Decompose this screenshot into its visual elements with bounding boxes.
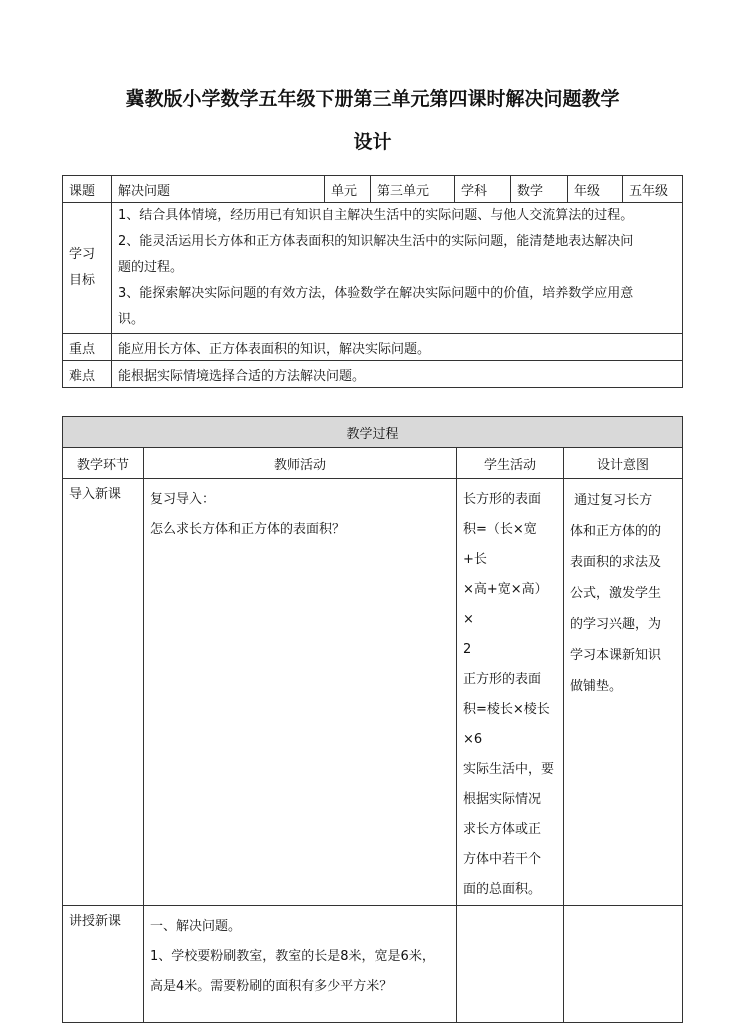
key-point-value: 能应用长方体、正方体表面积的知识，解决实际问题。 bbox=[112, 334, 683, 361]
student-line: ×高+宽×高）× bbox=[463, 582, 548, 627]
teacher-line: 怎么求长方体和正方体的表面积？ bbox=[150, 522, 346, 537]
grade-label: 年级 bbox=[568, 176, 623, 203]
intent-line: 表面积的求法及 bbox=[570, 555, 662, 570]
student-line: 积=（长×宽+长 bbox=[463, 522, 537, 567]
objective-line: 1、结合具体情境，经历用已有知识自主解决生活中的实际问题、与他人交流算法的过程。 bbox=[118, 208, 634, 223]
teach-stage: 讲授新课 bbox=[63, 906, 144, 1023]
intent-line: 体和正方体的的 bbox=[570, 524, 662, 539]
teach-teacher-activity bbox=[144, 906, 457, 1023]
header-design-intent: 设计意图 bbox=[564, 448, 683, 479]
subject-label: 学科 bbox=[455, 176, 511, 203]
lesson-info-table bbox=[62, 175, 683, 388]
intro-design-intent bbox=[564, 479, 683, 906]
intent-line: 做铺垫。 bbox=[570, 679, 623, 694]
teach-design-intent bbox=[564, 906, 683, 1023]
header-teacher-activity: 教师活动 bbox=[144, 448, 457, 479]
subject-value: 数学 bbox=[511, 176, 568, 203]
intent-line: 学习本课新知识 bbox=[570, 648, 662, 663]
intro-stage: 导入新课 bbox=[63, 479, 144, 906]
teaching-process-table bbox=[62, 416, 683, 1023]
objective-line: 2、能灵活运用长方体和正方体表面积的知识解决生活中的实际问题，能清楚地表达解决问 bbox=[118, 234, 634, 249]
teacher-line: 高是4米。需要粉刷的面积有多少平方米？ bbox=[150, 979, 393, 994]
intro-student-activity bbox=[457, 479, 564, 906]
student-line: 根据实际情况 bbox=[463, 792, 542, 807]
process-banner: 教学过程 bbox=[63, 417, 683, 448]
intent-line: 公式，激发学生 bbox=[570, 586, 662, 601]
topic-value: 解决问题 bbox=[112, 176, 325, 203]
teacher-line: 一、解决问题。 bbox=[150, 919, 242, 934]
grade-value: 五年级 bbox=[623, 176, 683, 203]
student-line: 方体中若干个 bbox=[463, 852, 542, 867]
student-line: 求长方体或正 bbox=[463, 822, 542, 837]
student-line: ×6 bbox=[463, 732, 483, 747]
student-line: 积=棱长×棱长 bbox=[463, 702, 550, 717]
intro-teacher-activity bbox=[144, 479, 457, 906]
unit-value: 第三单元 bbox=[371, 176, 455, 203]
intent-line: 通过复习长方 bbox=[570, 493, 653, 508]
objectives-label bbox=[63, 203, 112, 334]
topic-label: 课题 bbox=[63, 176, 112, 203]
student-line: 面的总面积。 bbox=[463, 882, 542, 897]
header-stage: 教学环节 bbox=[63, 448, 144, 479]
unit-label: 单元 bbox=[325, 176, 371, 203]
objectives-label-line2: 目标 bbox=[69, 273, 96, 288]
objectives-label-line1: 学习 bbox=[69, 247, 96, 262]
student-line: 长方形的表面 bbox=[463, 492, 542, 507]
document-title-line2: 设计 bbox=[353, 131, 392, 153]
difficulty-label: 难点 bbox=[63, 361, 112, 388]
student-line: 实际生活中，要 bbox=[463, 762, 555, 777]
teach-student-activity bbox=[457, 906, 564, 1023]
objective-line: 3、能探索解决实际问题的有效方法，体验数学在解决实际问题中的价值，培养数学应用意 bbox=[118, 286, 634, 301]
document-title-line1: 冀教版小学数学五年级下册第三单元第四课时解决问题教学 bbox=[125, 88, 620, 110]
student-line: 2 bbox=[463, 642, 472, 657]
teacher-line: 1、学校要粉刷教室，教室的长是8米，宽是6米， bbox=[150, 949, 435, 964]
intent-line: 的学习兴趣，为 bbox=[570, 617, 662, 632]
teacher-line: 复习导入： bbox=[150, 492, 216, 507]
objective-line: 题的过程。 bbox=[118, 260, 184, 275]
header-student-activity: 学生活动 bbox=[457, 448, 564, 479]
difficulty-value: 能根据实际情境选择合适的方法解决问题。 bbox=[112, 361, 683, 388]
student-line: 正方形的表面 bbox=[463, 672, 542, 687]
objective-line: 识。 bbox=[118, 312, 145, 327]
key-point-label: 重点 bbox=[63, 334, 112, 361]
objectives-content bbox=[112, 203, 683, 334]
